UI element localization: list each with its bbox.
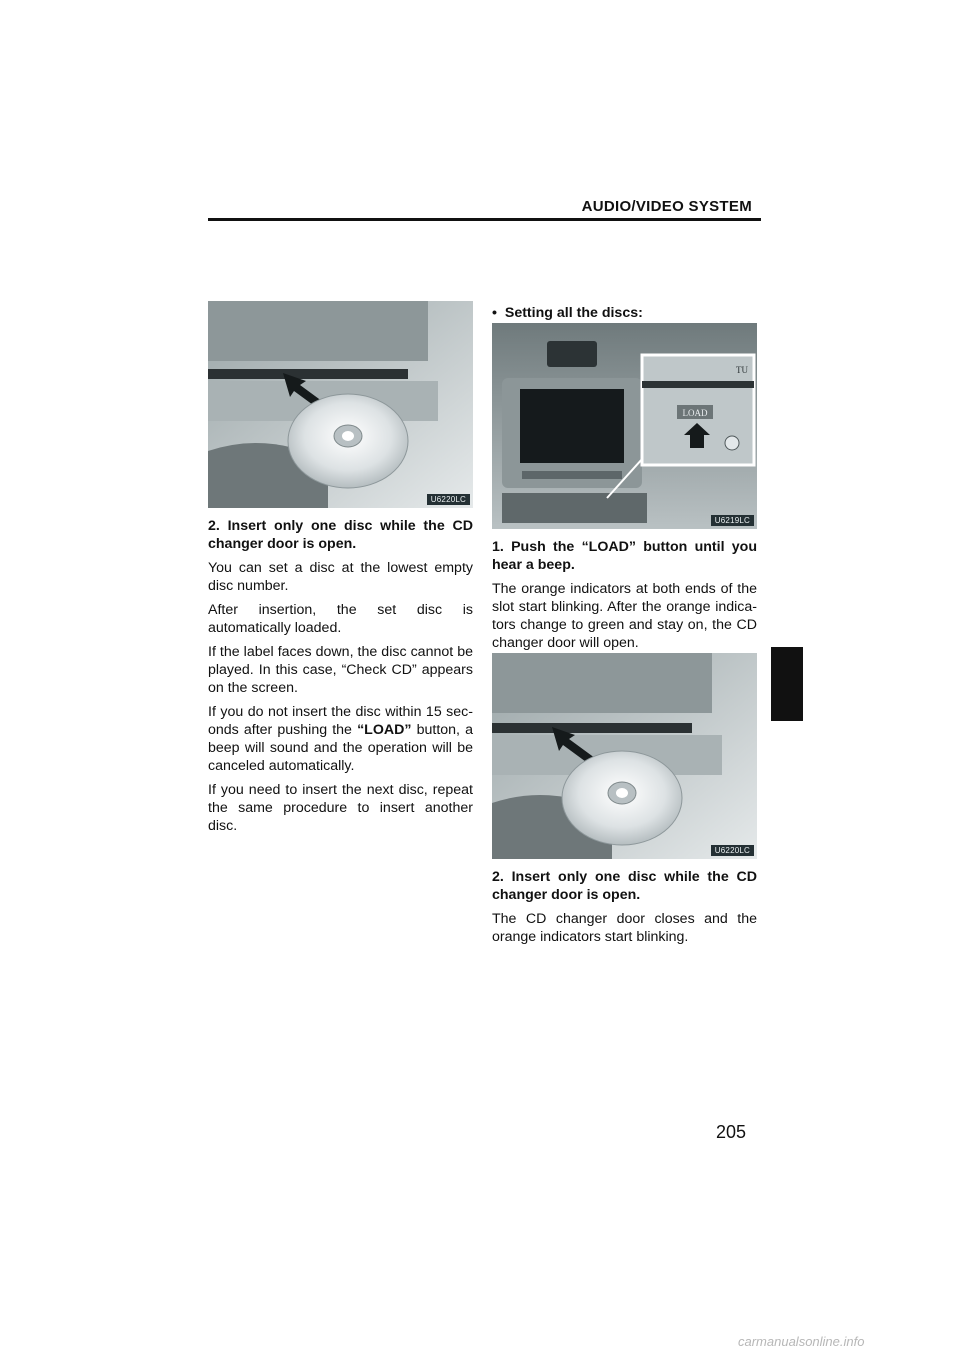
dashboard-illustration bbox=[492, 323, 757, 529]
header-rule bbox=[208, 218, 761, 221]
figure-disc-insert-left bbox=[208, 301, 473, 508]
bullet-icon: • bbox=[492, 305, 497, 321]
figure-code: U6219LC bbox=[711, 515, 754, 526]
svg-text:TU: TU bbox=[736, 365, 748, 375]
footer-watermark: carmanualsonline.info bbox=[738, 1334, 865, 1349]
figure-code: U6220LC bbox=[427, 494, 470, 505]
page-number: 205 bbox=[716, 1122, 747, 1142]
disc-insert-illustration bbox=[208, 301, 473, 508]
inset-load-label: LOAD bbox=[682, 408, 708, 418]
paragraph-timeout: If you do not insert the disc within 15 sec-onds after pushing the “LOAD” button, a beep will sound and the operation will be canceled automatically. bbox=[208, 704, 473, 774]
paragraph: After insertion, the set disc is automatically loaded. bbox=[208, 602, 473, 636]
figure-disc-insert-right bbox=[492, 653, 757, 859]
paragraph: The orange indicators at both ends of the slot start blinking. After the orange indica-tors change to green and stay on, the CD changer door will open. bbox=[492, 581, 757, 651]
section-title: AUDIO/VIDEO SYSTEM bbox=[581, 198, 752, 215]
chapter-tab-marker bbox=[771, 647, 803, 721]
figure-code: U6220LC bbox=[711, 845, 754, 856]
paragraph: If you need to insert the next disc, repeat the same procedure to insert another disc. bbox=[208, 782, 473, 834]
step-heading: 2. Insert only one disc while the CD changer door is open. bbox=[208, 518, 473, 552]
load-button-reference: “LOAD” bbox=[357, 722, 412, 738]
step-heading: 1. Push the “LOAD” button until you hear a beep. bbox=[492, 539, 757, 573]
step-heading: 2. Insert only one disc while the CD changer door is open. bbox=[492, 869, 757, 903]
left-column-text bbox=[208, 517, 473, 841]
step2-text bbox=[492, 868, 757, 952]
step1-text bbox=[492, 538, 757, 658]
bullet-heading: • Setting all the discs: bbox=[492, 305, 643, 321]
figure-load-button bbox=[492, 323, 757, 529]
paragraph: You can set a disc at the lowest empty disc number. bbox=[208, 560, 473, 594]
paragraph: The CD changer door closes and the orange indicators start blinking. bbox=[492, 911, 757, 945]
paragraph: If the label faces down, the disc cannot be played. In this case, “Check CD” appears on the screen. bbox=[208, 644, 473, 696]
disc-insert-illustration bbox=[492, 653, 757, 859]
